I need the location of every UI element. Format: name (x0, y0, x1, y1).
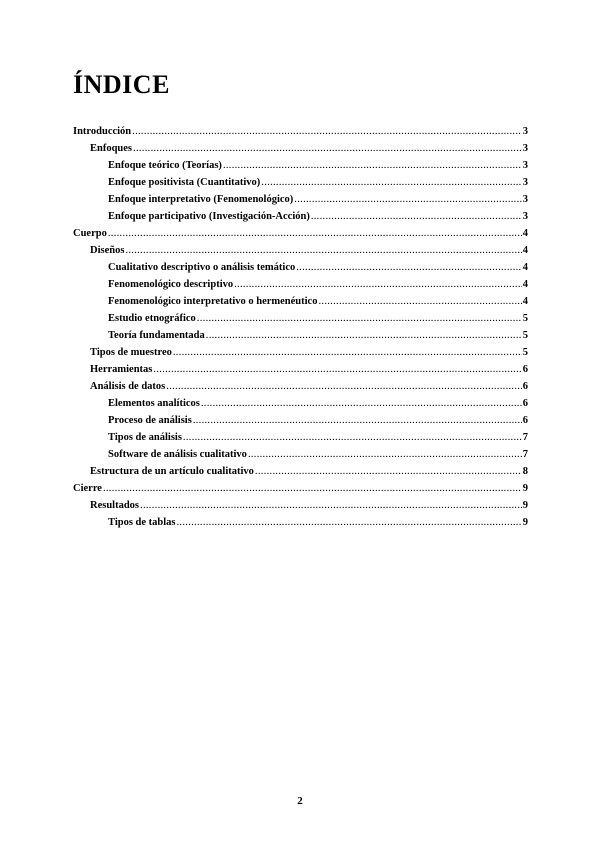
table-of-contents (73, 123, 528, 531)
toc-entry-label: Enfoque participativo (Investigación-Acción) (108, 211, 310, 222)
toc-entry-page: 4 (522, 228, 528, 239)
toc-entry-page: 5 (522, 313, 528, 324)
toc-entry-label: Enfoques (90, 143, 133, 154)
toc-dot-leader (173, 344, 522, 361)
toc-dot-leader (133, 140, 522, 157)
toc-entry-label: Enfoque positivista (Cuantitativo) (108, 177, 261, 188)
toc-dot-leader (108, 225, 522, 242)
toc-entry[interactable] (73, 497, 528, 514)
toc-entry-label: Herramientas (90, 364, 153, 375)
toc-entry[interactable] (73, 344, 528, 361)
toc-entry-page: 7 (522, 449, 528, 460)
toc-entry[interactable] (73, 429, 528, 446)
toc-dot-leader (234, 276, 522, 293)
toc-dot-leader (261, 174, 521, 191)
toc-entry-page: 3 (522, 126, 528, 137)
toc-dot-leader (103, 480, 522, 497)
toc-entry-page: 3 (522, 160, 528, 171)
toc-dot-leader (125, 242, 521, 259)
toc-entry-label: Tipos de muestreo (90, 347, 172, 358)
toc-entry[interactable] (73, 157, 528, 174)
toc-entry-page: 9 (522, 483, 528, 494)
toc-entry-label: Tipos de análisis (108, 432, 182, 443)
toc-entry-label: Cualitativo descriptivo o análisis temático (108, 262, 296, 273)
toc-entry[interactable] (73, 208, 528, 225)
toc-entry[interactable] (73, 446, 528, 463)
toc-entry[interactable] (73, 191, 528, 208)
toc-dot-leader (201, 395, 522, 412)
toc-entry-label: Enfoque interpretativo (Fenomenológico) (108, 194, 294, 205)
toc-entry[interactable] (73, 140, 528, 157)
toc-entry[interactable] (73, 310, 528, 327)
toc-dot-leader (255, 463, 522, 480)
toc-entry-label: Cuerpo (73, 228, 107, 239)
toc-entry-page: 8 (522, 466, 528, 477)
toc-entry-page: 3 (522, 211, 528, 222)
toc-entry[interactable] (73, 225, 528, 242)
toc-entry[interactable] (73, 514, 528, 531)
toc-dot-leader (318, 293, 521, 310)
toc-dot-leader (166, 378, 521, 395)
toc-entry[interactable] (73, 123, 528, 140)
toc-entry-page: 3 (522, 177, 528, 188)
toc-entry[interactable] (73, 327, 528, 344)
toc-entry[interactable] (73, 480, 528, 497)
toc-entry-label: Resultados (90, 500, 140, 511)
toc-entry[interactable] (73, 259, 528, 276)
toc-entry-page: 5 (522, 347, 528, 358)
toc-entry-label: Cierre (73, 483, 102, 494)
toc-entry[interactable] (73, 463, 528, 480)
toc-entry-page: 7 (522, 432, 528, 443)
toc-entry-page: 9 (522, 500, 528, 511)
toc-entry-label: Software de análisis cualitativo (108, 449, 247, 460)
toc-entry-page: 4 (522, 245, 528, 256)
toc-entry[interactable] (73, 361, 528, 378)
toc-entry-label: Enfoque teórico (Teorías) (108, 160, 222, 171)
toc-entry-label: Diseños (90, 245, 125, 256)
toc-entry[interactable] (73, 293, 528, 310)
toc-entry-label: Fenomenológico descriptivo (108, 279, 234, 290)
toc-dot-leader (183, 429, 522, 446)
toc-entry-label: Introducción (73, 126, 132, 137)
toc-dot-leader (206, 327, 522, 344)
toc-entry-label: Teoría fundamentada (108, 330, 205, 341)
toc-entry-label: Estudio etnográfico (108, 313, 196, 324)
toc-entry-label: Análisis de datos (90, 381, 166, 392)
toc-entry-page: 6 (522, 364, 528, 375)
toc-dot-leader (197, 310, 522, 327)
toc-entry-page: 3 (522, 143, 528, 154)
toc-dot-leader (296, 259, 522, 276)
toc-dot-leader (140, 497, 522, 514)
toc-dot-leader (311, 208, 522, 225)
toc-entry[interactable] (73, 412, 528, 429)
toc-dot-leader (193, 412, 522, 429)
toc-entry-page: 4 (522, 262, 528, 273)
toc-entry-page: 4 (522, 279, 528, 290)
toc-entry-page: 5 (522, 330, 528, 341)
toc-entry[interactable] (73, 276, 528, 293)
toc-entry-label: Fenomenológico interpretativo o hermenéutico (108, 296, 318, 307)
toc-dot-leader (294, 191, 521, 208)
toc-dot-leader (248, 446, 522, 463)
toc-entry-page: 9 (522, 517, 528, 528)
toc-entry-page: 4 (522, 296, 528, 307)
toc-entry-page: 6 (522, 381, 528, 392)
toc-entry[interactable] (73, 242, 528, 259)
toc-entry-page: 3 (522, 194, 528, 205)
toc-dot-leader (153, 361, 521, 378)
toc-entry-page: 6 (522, 415, 528, 426)
toc-entry-label: Elementos analíticos (108, 398, 200, 409)
toc-entry[interactable] (73, 174, 528, 191)
toc-dot-leader (132, 123, 522, 140)
toc-entry-label: Tipos de tablas (108, 517, 176, 528)
toc-dot-leader (223, 157, 522, 174)
toc-dot-leader (177, 514, 522, 531)
toc-entry-page: 6 (522, 398, 528, 409)
page-number: 2 (297, 795, 303, 807)
page-title: ÍNDICE (73, 70, 170, 99)
toc-entry-label: Estructura de un artículo cualitativo (90, 466, 254, 477)
toc-entry-label: Proceso de análisis (108, 415, 192, 426)
toc-entry[interactable] (73, 395, 528, 412)
toc-entry[interactable] (73, 378, 528, 395)
